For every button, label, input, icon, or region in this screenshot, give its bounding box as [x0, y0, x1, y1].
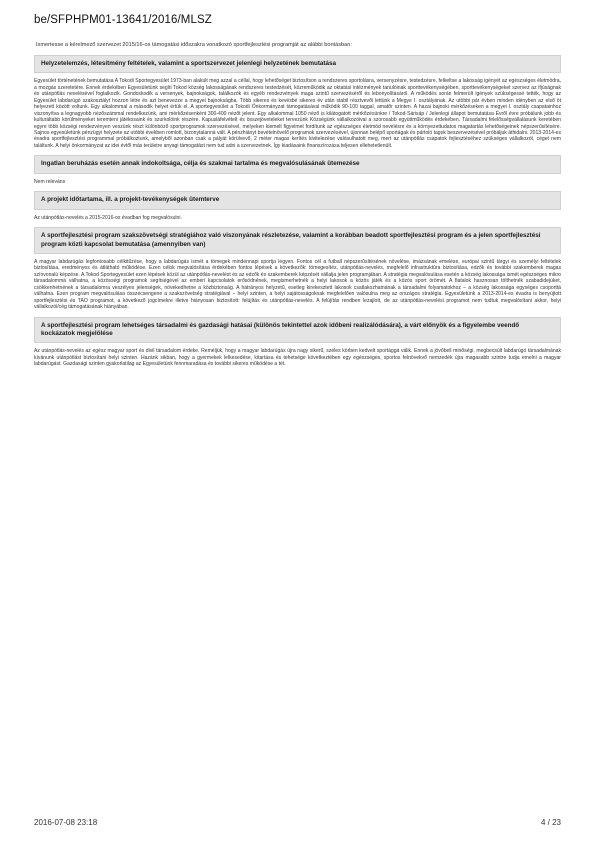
section-body-timeline: Az utánpótlás-nevelés a 2015-2016-os évadban fog megvalósulni. [34, 214, 182, 221]
intro-text: Ismertesse a kérelmező szervezet 2015/16-os támogatási időszakra vonatkozó sportfejlesztési programját az alábbi bontásban: [36, 42, 352, 48]
section-title: Helyzetelemzés, létesítmény feltételek, valamint a sportszervezet jelenlegi helyzetének bemutatása [41, 60, 337, 67]
section-heading-impact [34, 317, 561, 344]
footer-timestamp: 2016-07-08 23:18 [34, 818, 98, 827]
section-title: A sportfejlesztési program szakszövetségi stratégiához való viszonyának részletezése, valamint a korábban beadott sportfejlesztési program és a jelen sportfejlesztési program közti kapcsolat bemutatása (amennyiben van) [41, 232, 541, 248]
section-title: A projekt időtartama, ill. a projekt-tevékenységek ütemterve [41, 196, 220, 204]
page-number: 4 / 23 [540, 818, 561, 827]
section-heading-timeline [34, 191, 561, 209]
section-body-situation: Egyesület történetének bemutatása A Tokodi Sportegyesület 1973-ban alakult meg azzal a céllal, hogy lehetőséget biztosítson a rendszeres sportolásra, versenyzésre, testedzésre, felkeltse a lakosság igényét az egészséges életmódra, a mozgás szeretetére. Ennek érdekében Egyesületünk segíti Tokod község lakosságának rendszeres testedzését, közreműködik az oktatási intézmények tanulóinak sporttevékenységében, sporttevékenységeket szervez az ifjúságnak és utánpótlás nevelésével foglalkozik. Gondoskodik a versenyek, bajnokságok, találkozók és egyéb rendezvények maga szintű szervezéséről és lebonyolításáról. A működés során felmerült igények szükségessé tették, hogy az Egyesület labdarúgó szakosztályt hozzon létre és azt benevezze a megyei bajnokságba. Több sikeres és kevésbé sikeres év után stabil résztvevői lettünk a Megye I. osztályának. Az utóbbi pár évben minden idényben az első öt helyezett között voltunk. Egy alkalommal a második helyet értük el. A sportegyesület a Tokodi Önkormányzat támogatásával működik 90-100 taggal, amatőr szinten. A hazai bajnoki mérkőzéseken a megyei I. osztály csapatainhoz viszonyítva a legnagyobb nézőszámmal rendelkezünk, ami mérkőzésenként 300-400 nézőt jelent. Egy alkalommal 1050 néző is kilátogatott mérkőzésünkre / Tokod-Sárisáp / Jelenlegi állapot bemutatása Évről évre próbálunk jobb és kulturáltabb körülményeket teremteni játékosaink és szurkolóink részére. Kapusláfelvételt és összejöveteleket tervezünk Községünk vállalkozóival a szorosabb együttműködés érdekében. Társadalmi felelősségvállalásunk keretében egyre több községi rendezvényen veszünk részt különböző sportprogramok szervezésével, melyeken kiemelt figyelmet fordítunk az egészséges életmód nevelésre és a környezettudatos magatartás lehetőségeinek népszerűsítésére. Sajnos egyesületünk pénzügyi helyzete az utóbbi években romlott, bizonytalanná vált. A pénzhiányt bevételnövelő programok szervezésével, újonnan belépő sportágak és pártoló tagok beszervezésével próbáljuk áthidalni. 2013-2014-es évadra sportfejlesztési programmal próbálkoztunk, amelyből azonban csak a pályát körülvevő, 2 méter magas kerítés kivitelezése valósulhatott meg, mert az utánpótlás csapatok fejlesztéséhez szükséges vállalkozót, céget nem találtunk. A helyi önkormányzat az idei évtől más területre anyagi támogatást nem tud adni a szervezetnek. Így kiadásaink finanszírozása teljesen ellehetetlenült. [34, 78, 561, 149]
document-content [34, 42, 561, 374]
section-heading-situation [34, 55, 561, 73]
section-body-property: Nem releváns [34, 178, 66, 185]
document-id: be/SFPHPM01-13641/2016/MLSZ [34, 14, 212, 26]
section-title: A sportfejlesztési program lehetséges társadalmi és gazdasági hatásai (különös tekintettel azok időbeni realizálódására), a várt előnyök és a figyelembe veendő kockázatok megjelölése [41, 321, 520, 337]
section-title: Ingatlan beruházás esetén annak indokoltsága, célja és szakmai tartalma és megvalósulásának ütemezése [41, 160, 360, 168]
section-heading-property [34, 155, 561, 173]
section-body-impact: Az utánpótlás-nevelés az egész magyar sport és divil társadalom érdeke. Reméljük, hogy a magyar labdarúgás újra nagy sikerű, széles körben kedvelt sportággá válik. Ennek a jövőbeli minőségi, megbecsült labdarúgó társadalmának kívánunk utánpótlást biztosítani helyi szinten. Hazánk sikban, hogy a gyermekek lelkesedése, kitartása és tehetsége következtében egy egészséges, sportos felnövekvő nemzedék újra magasabb szintre tudja emelni a magyar labdarúgást. Gazdasági szinten gyakorlatilag az Egyesületünk fennmaradása és további sikeres működése a tét. [34, 348, 561, 368]
section-body-strategy: A magyar labdarúgás legfontosabb célkitűzése, hogy a labdarúgás ismét a tömegek mindennapi sportja legyen. Fontos cél a futball népszerűsítésének növelése, imázsának emelése, európai szintű tárgyi és személyi feltételek biztosítása, eredményes és átlátható működése. Ezen célok megvalósítása érdekében fontos lépések a következők: tömegesítés, utánpótlás-nevelés, megfelelő infrastruktúra biztosítása, edzők és további szakemberek magas színvonalú képzése. A Tokod Sportegyesület ezen lépések közül az utánpótlás-nevelést és az edzők és szakemberek képzését vállalja jelen programjában. A stratégia megvalósulása esetén a község lakossága ismét egészséges mikro társadalommá válhatna, a közösségi programok segítségével az emberi kapcsolatok erősödnének, megismerhetnék a helyi lakosok a közös játék és a közös sport örömét. A fiatalok hasznosan tölthetnék szabadidejüket, csökkenhetnének a társadalomra veszélyes jelenségek, növekedhetne a közbiztonság. A hátrányos helyzetű, esetleg kirekesztett lakosok csatlakozhatnának a társadalmi folyamatokhoz – a község lakossága egységes csoporttá válhatna. Ezen program megvalósulása összecsengene a szakszövetség stratégiával – helyi szinten, a helyi sajátosságoknak megfelelően valósulna meg az országos stratégia. Egyesületünk a 2013-2014-es évadra is benyújtott sportfejlesztési és TAO programot, a következő jogcímekre illetve hiányosan biztosított: felújítás és utánpótlás-nevelés. A felújítás rendben lezajlott, de az utánpótlás-nevelési programot nem tudtuk megvalósítani akkor, helyi vállalkozói/cég támogatásának hiányában. [34, 258, 561, 311]
section-heading-strategy [34, 227, 561, 254]
